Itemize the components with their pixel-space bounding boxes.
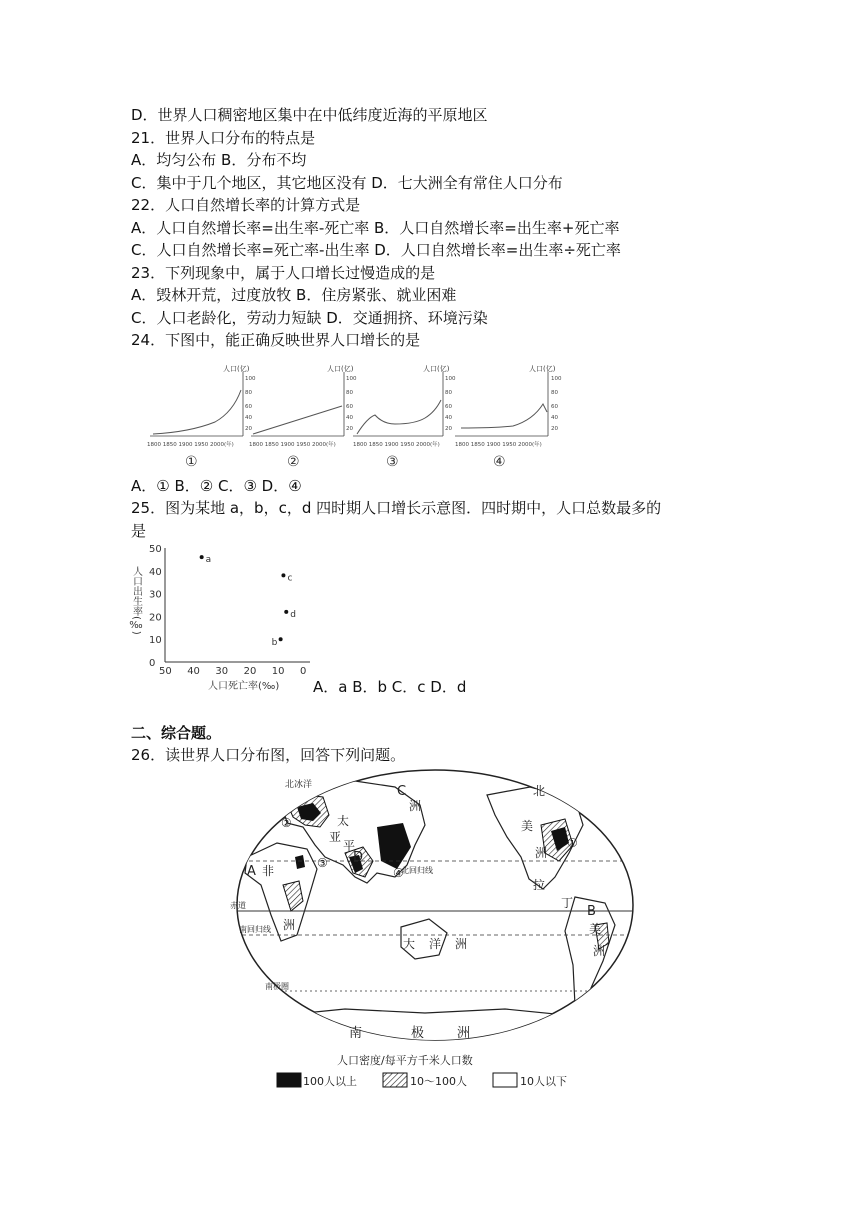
label-C: C	[397, 784, 407, 799]
label-marker-2: ②	[281, 816, 292, 830]
q24-label-2: ②	[287, 454, 300, 470]
q24-ytick: 40	[551, 415, 558, 421]
q25-xtick-label: 30	[215, 666, 229, 677]
q24-ytick: 100	[445, 376, 456, 382]
label-na-zhou: 洲	[535, 846, 548, 860]
question-21: 21．世界人口分布的特点是	[131, 129, 316, 147]
option-d-line: D．世界人口稠密地区集中在中低纬度近海的平原地区	[131, 106, 488, 124]
label-ping: 平	[343, 839, 356, 853]
q25-point-b	[279, 637, 283, 641]
question-22-options-ab: A．人口自然增长率=出生率-死亡率 B．人口自然增长率=出生率+死亡率	[131, 219, 620, 237]
legend-label-mid: 10～100人	[410, 1075, 467, 1088]
label-asia-ya: 亚	[329, 830, 342, 844]
label-antarctica-ji: 极	[411, 1026, 425, 1041]
q24-ytick: 40	[245, 415, 252, 421]
legend-title: 人口密度/每平方千米人口数	[337, 1054, 473, 1067]
q24-ytick: 60	[245, 404, 252, 410]
label-asia-zhou: 洲	[409, 799, 422, 813]
q24-label-4: ④	[493, 454, 506, 470]
q25-ytick-label: 30	[149, 589, 162, 601]
q25-xtick-label: 40	[187, 666, 200, 677]
q24-ytick: 80	[245, 390, 252, 396]
q24-curve-2	[253, 406, 342, 434]
q24-ytick: 60	[445, 404, 452, 410]
q24-chart-4	[455, 364, 562, 470]
label-tropic-of-cancer: 北回归线	[401, 866, 433, 875]
question-23-options-ab: A．毁林开荒，过度放牧 B．住房紧张、就业困难	[131, 286, 457, 304]
question-25-line1: 25．图为某地 a，b，c，d 四时期人口增长示意图．四时期中，人口总数最多的	[131, 499, 662, 517]
q25-ytick-label: 10	[149, 635, 162, 647]
label-oceania-yang: 洋	[429, 937, 442, 951]
label-equator: 赤道	[230, 901, 246, 910]
q25-point-label: b	[271, 638, 278, 649]
label-africa-zhou: 洲	[283, 918, 296, 932]
question-24: 24．下图中，能正确反映世界人口增长的是	[131, 331, 421, 349]
q25-scatter-chart	[128, 540, 318, 692]
section-2-heading: 二、综合题。	[131, 724, 222, 742]
q24-yticks-1: 100	[245, 376, 256, 382]
label-north: 北	[533, 784, 546, 798]
q24-ytick: 40	[346, 415, 353, 421]
q24-ytick: 60	[346, 404, 353, 410]
q24-xticks-1: 1800 1850 1900 1950 2000(年)	[147, 442, 234, 448]
q25-point-d	[284, 610, 288, 614]
q24-chart-2	[249, 364, 357, 470]
q24-figure	[145, 360, 570, 470]
q25-point-label: a	[205, 555, 212, 566]
label-D: D	[353, 850, 364, 865]
q25-xtick-label: 10	[271, 666, 285, 677]
question-23-options-cd: C．人口老龄化，劳动力短缺 D．交通拥挤、环境污染	[131, 309, 488, 327]
label-marker-3: ③	[317, 856, 328, 870]
q25-ytick-label: 50	[149, 544, 162, 555]
q25-xtick-label: 20	[243, 666, 257, 677]
label-B: B	[587, 904, 596, 919]
q25-point-a	[200, 555, 204, 559]
q25-ytick-label: 0	[149, 658, 156, 669]
question-24-options: A．① B．② C．③ D．④	[131, 477, 302, 495]
q25-point-label: c	[287, 573, 293, 584]
label-oceania-da: 大	[403, 937, 416, 951]
legend-label-low: 10人以下	[520, 1075, 567, 1088]
label-arctic-ocean: 北冰洋	[285, 780, 313, 790]
question-25-options: A．a B．b C．c D．d	[313, 678, 467, 696]
q24-ytick: 40	[445, 415, 452, 421]
q24-ytick: 80	[551, 390, 558, 396]
label-marker-4: ④	[393, 866, 404, 880]
antarctica-landmass	[245, 1009, 625, 1045]
q24-ytick: 20	[245, 426, 252, 432]
question-25-line2: 是	[131, 522, 147, 540]
q24-chart-3	[353, 364, 456, 470]
legend-swatch-low	[493, 1073, 517, 1087]
q24-ytick: 80	[346, 390, 353, 396]
legend-swatch-mid	[383, 1073, 407, 1087]
q25-point-label: d	[290, 609, 296, 620]
label-A: A	[247, 864, 256, 879]
q24-ytick: 80	[445, 390, 452, 396]
label-oceania-zhou: 洲	[455, 937, 468, 951]
q24-xticks-2: 1800 1850 1900 1950 2000(年)	[249, 442, 336, 448]
label-antarctica-zhou: 洲	[457, 1026, 471, 1041]
q24-label-3: ③	[386, 454, 399, 470]
label-marker-1: ①	[567, 836, 578, 850]
q25-ytick-label: 40	[149, 566, 162, 578]
q24-chart-1	[147, 364, 256, 470]
q24-ytick: 20	[551, 426, 558, 432]
question-21-options-cd: C．集中于几个地区，其它地区没有 D．七大洲全有常住人口分布	[131, 174, 563, 192]
q24-ylabel-1: 人口(亿)	[223, 365, 250, 373]
label-tai: 太	[337, 814, 350, 828]
q24-ylabel-4: 人口(亿)	[529, 365, 556, 373]
q24-xticks-3: 1800 1850 1900 1950 2000(年)	[353, 442, 440, 448]
q25-ylabel: 人口出生率(‰)	[130, 566, 142, 635]
question-22-options-cd: C．人口自然增长率=死亡率-出生率 D．人口自然增长率=出生率÷死亡率	[131, 241, 621, 259]
q24-xticks-4: 1800 1850 1900 1950 2000(年)	[455, 442, 542, 448]
label-la: 拉	[533, 878, 546, 892]
q24-ytick: 20	[346, 426, 353, 432]
q25-point-c	[281, 573, 285, 577]
label-antarctic-circle: 南极圈	[265, 982, 289, 991]
label-antarctica-nan: 南	[349, 1026, 363, 1041]
question-26: 26．读世界人口分布图，回答下列问题。	[131, 746, 406, 764]
label-africa-fei: 非	[262, 864, 275, 878]
q25-xlabel: 人口死亡率(‰)	[208, 681, 280, 692]
legend-swatch-high	[277, 1073, 301, 1087]
question-21-options-ab: A．均匀公布 B．分布不均	[131, 151, 307, 169]
q24-ytick: 100	[551, 376, 562, 382]
q24-curve-3	[357, 400, 441, 434]
label-na-mei: 美	[521, 819, 534, 833]
legend-label-high: 100人以上	[303, 1075, 357, 1088]
q25-xtick-label: 0	[300, 666, 307, 677]
q24-ylabel-2: 人口(亿)	[327, 365, 354, 373]
label-sa-mei: 美	[589, 922, 602, 936]
label-tropic-of-capricorn: 南回归线	[239, 925, 271, 934]
q24-curve-4	[461, 404, 547, 428]
q25-ytick-label: 20	[149, 612, 162, 624]
q24-ytick: 100	[346, 376, 357, 382]
q24-ytick: 20	[445, 426, 452, 432]
q24-label-1: ①	[185, 454, 198, 470]
label-sa-zhou: 洲	[593, 944, 606, 958]
question-23: 23．下列现象中，属于人口增长过慢造成的是	[131, 264, 436, 282]
world-population-map	[225, 765, 645, 1100]
q24-ytick: 60	[551, 404, 558, 410]
label-ding: 丁	[561, 896, 574, 910]
q24-ylabel-3: 人口(亿)	[423, 365, 450, 373]
question-22: 22．人口自然增长率的计算方式是	[131, 196, 361, 214]
q25-xtick-label: 50	[159, 666, 172, 677]
q24-curve-1	[153, 390, 241, 434]
